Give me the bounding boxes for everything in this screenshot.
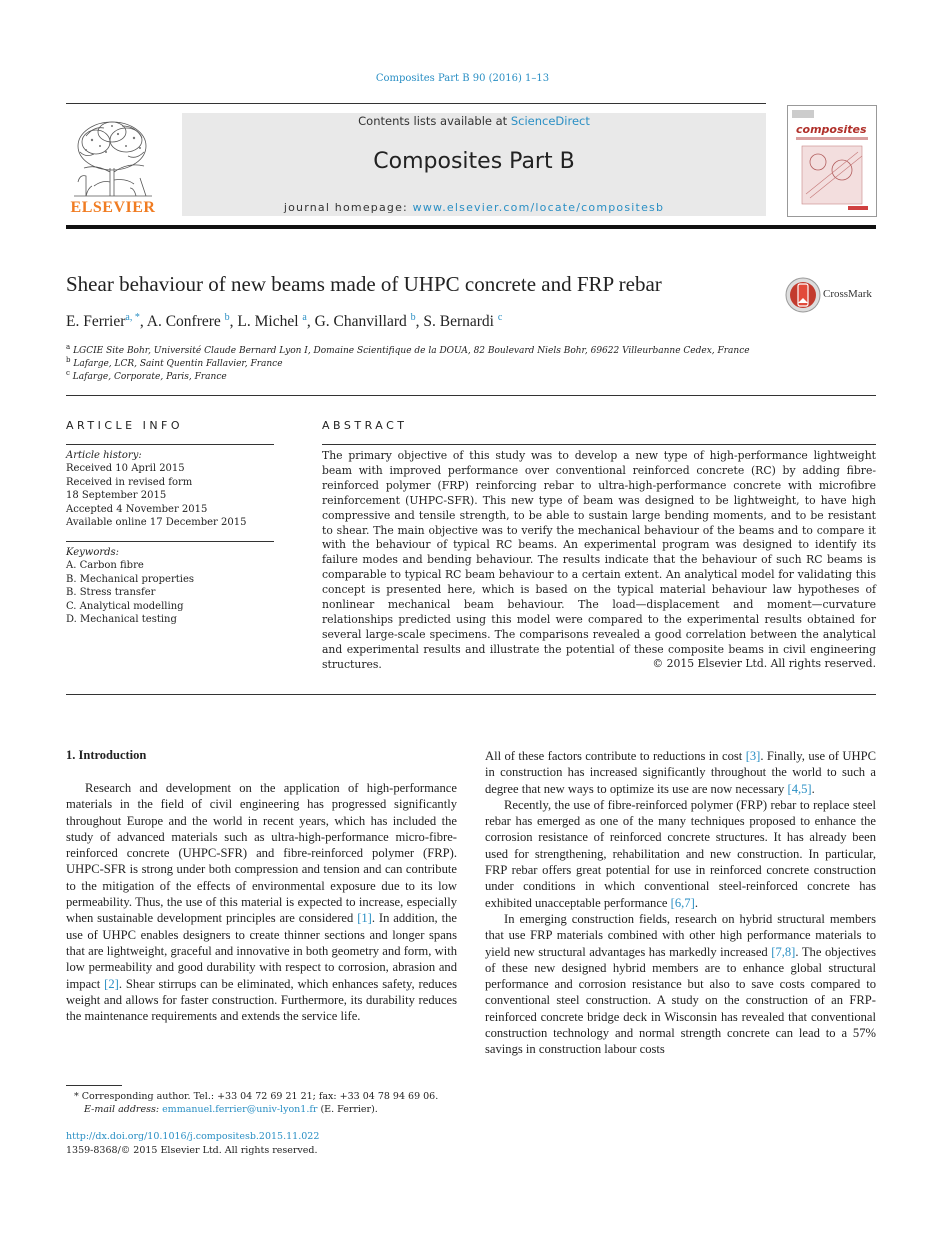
header-thick-rule xyxy=(66,225,876,229)
keyword-item: D. Mechanical testing xyxy=(66,614,177,626)
article-history xyxy=(66,449,274,529)
affiliation xyxy=(66,369,227,382)
body-paragraph xyxy=(485,748,876,797)
section-rule xyxy=(66,395,876,396)
author-affil-mark[interactable]: a, * xyxy=(125,312,140,323)
author-name[interactable]: L. Michel xyxy=(237,313,299,331)
corresponding-author-note: * Corresponding author. Tel.: +33 04 72 69 21 21; fax: +33 04 78 94 69 06. xyxy=(74,1091,439,1102)
history-item: Available online 17 December 2015 xyxy=(66,517,247,529)
header-rule xyxy=(66,103,766,104)
paragraph-text: . In addition, the use of UHPC enables designers to create thinner sections and longer spans that are lightweight, graceful and innovative in both geometry and form, with low permeability and good durability with respect to corrosion, abrasion and impact xyxy=(66,911,457,991)
history-item: Received in revised form xyxy=(66,476,193,488)
affiliation-text: LGCIE Site Bohr, Université Claude Bernard Lyon I, Domaine Scientifique de la DOUA, 82 Boulevard Niels Bohr, 69622 Villeurbanne Cedex, France xyxy=(73,346,750,356)
author-list: E. Ferrier$^{a, *}$, A. Confrere $^b$, L. Michel $^a$, G. Chanvillard $^b$, S. Bernardi $^c$ xyxy=(66,312,503,331)
abstract-rule xyxy=(322,444,876,445)
body-column-left xyxy=(66,780,457,1024)
email-link[interactable]: emmanuel.ferrier@univ-lyon1.fr xyxy=(162,1104,318,1115)
paragraph-text: . The objectives of these new designed hybrid members are to enhance global structural performance and corrosion resistance but also to save costs compared to conventional steel construction. A study on the construction of an FRP-reinforced concrete bridge deck in Wisconsin has revealed that conventional construction technology and normal strength concrete can lead to a 57% savings in construction labour costs xyxy=(485,944,876,1057)
article-title: Shear behaviour of new beams made of UHPC concrete and FRP rebar xyxy=(66,272,662,296)
paragraph-text: Research and development on the application of high-performance materials in the field of civil engineering has progressed significantly throughout Europe and the world in recent years, which has included the study of advanced materials such as ultra-high-performance micro-fibre-reinforced concrete (UHPC-SFR) and fibre-reinforced polymer (FRP). UHPC-SFR is strong under both compression and tension and can contribute to the mitigation of the effects of environmental exposure due to its low permeability. Thus, the use of this material is expected to increase, especially when sustainable development principles are considered xyxy=(66,781,457,926)
sciencedirect-link[interactable]: ScienceDirect xyxy=(510,114,590,128)
citation-link[interactable]: [2] xyxy=(104,976,119,991)
paragraph-text: . xyxy=(811,781,815,796)
citation-link[interactable]: [6,7] xyxy=(670,895,695,910)
affiliation-text: Lafarge, LCR, Saint Quentin Fallavier, France xyxy=(73,359,283,369)
paragraph-text: All of these factors contribute to reductions in cost xyxy=(485,749,746,763)
body-column-right xyxy=(485,748,876,1058)
citation-link[interactable]: [4,5] xyxy=(787,781,812,796)
contents-prefix: Contents lists available at xyxy=(358,114,511,128)
email-line xyxy=(66,1103,466,1116)
citation-link[interactable]: [1] xyxy=(357,911,372,926)
author-name[interactable]: S. Bernardi xyxy=(423,313,494,331)
cover-title: composites xyxy=(796,123,867,136)
body-paragraph xyxy=(485,911,876,1058)
journal-title: Composites Part B xyxy=(373,149,575,174)
body-paragraph xyxy=(66,780,457,1024)
author-affil-mark[interactable]: b xyxy=(410,312,416,323)
author-affil-mark[interactable]: b xyxy=(224,312,230,323)
abstract-copyright: © 2015 Elsevier Ltd. All rights reserved. xyxy=(652,657,876,670)
citation-link[interactable]: [7,8] xyxy=(771,944,796,959)
journal-reference[interactable]: Composites Part B 90 (2016) 1–13 xyxy=(375,73,550,84)
affiliation xyxy=(66,343,750,356)
paragraph-text: In emerging construction fields, research on hybrid structural members that use FRP materials combined with other high performance materials to yield new structural advantages has markedly increased xyxy=(485,911,876,959)
footnote xyxy=(66,1090,466,1116)
affiliation-mark: c xyxy=(66,369,70,377)
email-label: E-mail address: xyxy=(84,1104,163,1115)
homepage-link[interactable]: www.elsevier.com/locate/compositesb xyxy=(412,201,665,214)
issn-line: 1359-8368/© 2015 Elsevier Ltd. All rights reserved. xyxy=(66,1145,318,1156)
keyword-item: B. Stress transfer xyxy=(66,587,156,599)
section-rule xyxy=(66,694,876,695)
doi-link[interactable]: http://dx.doi.org/10.1016/j.compositesb.2015.11.022 xyxy=(66,1131,320,1142)
history-label: Article history: xyxy=(66,450,142,461)
author-name[interactable]: G. Chanvillard xyxy=(314,313,407,331)
paragraph-text: . xyxy=(694,895,698,910)
author-affil-mark[interactable]: a xyxy=(302,312,307,323)
affiliation-mark: b xyxy=(66,356,71,364)
citation-link[interactable]: [3] xyxy=(745,749,761,763)
history-item: Received 10 April 2015 xyxy=(66,463,185,475)
homepage-line xyxy=(182,201,766,214)
keyword-item: C. Analytical modelling xyxy=(66,600,184,612)
history-item: Accepted 4 November 2015 xyxy=(66,503,208,515)
abstract-heading: ABSTRACT xyxy=(322,419,408,432)
crossmark-badge[interactable] xyxy=(785,277,880,313)
info-rule xyxy=(66,541,274,542)
article-info-heading: ARTICLE INFO xyxy=(66,419,184,432)
affiliation xyxy=(66,356,283,369)
email-suffix: (E. Ferrier). xyxy=(317,1104,378,1115)
footnote-rule xyxy=(66,1085,122,1086)
homepage-prefix: journal homepage: xyxy=(283,201,413,214)
crossmark-icon xyxy=(785,277,821,313)
affiliation-text: Lafarge, Corporate, Paris, France xyxy=(72,372,227,382)
author-name[interactable]: E. Ferrier xyxy=(66,313,126,331)
paragraph-text: . Shear stirrups can be eliminated, which enhances safety, reduces weight and allows for faster construction. Furthermore, its durability reduces the maintenance requirements and extends the service life. xyxy=(66,976,457,1024)
history-item: 18 September 2015 xyxy=(66,490,167,502)
abstract-text: The primary objective of this study was to develop a new type of high-performance lightweight beam with improved performance over conventional reinforced concrete (RC) by adding fibre-reinforced polymer (FRP) reinforcing rebar to ultra-high-performance concrete with microfibre reinforcement (UHPC-SFR). This new type of beam was designed to be lightweight, to have high compressive and tensile strength, to be able to sustain large bending moments, and to be resistant to shear. The main objective was to verify the mechanical behaviour of the beams and to compare it with the behaviour of typical RC beams. An experimental program was designed to identify its failure modes and bending behaviour. The results indicate that the behaviour of such RC beams is comparable to typical RC beam behaviour to a certain extent. An analytical model for validating this concept is presented here, which is based on the typical material behaviour law hypotheses of nonlinear mechanical beam behaviour. The load—displacement and moment—curvature relationships predicted using this model were compared to the experimental results obtained for several large-scale specimens. The comparisons revealed a good correlation between the analytical and experimental results and illustrate the potential of these composite beams in civil engineering structures. xyxy=(322,449,876,671)
keyword-item: A. Carbon fibre xyxy=(66,560,144,572)
affiliation-mark: a xyxy=(66,343,71,351)
keywords-label: Keywords: xyxy=(66,547,120,558)
keywords xyxy=(66,546,274,626)
section-heading: 1. Introduction xyxy=(66,748,147,762)
journal-cover-thumbnail[interactable] xyxy=(787,105,877,217)
paragraph-text: Recently, the use of fibre-reinforced polymer (FRP) rebar to replace steel rebar has emerged as one of the many techniques proposed to enhance the corrosion resistance of reinforced concrete structures. It has already been used for strengthening, rehabilitation and new construction. In particular, FRP rebar offers great potential for use in reinforced concrete construction under conditions in which conventional steel-reinforced concrete has exhibited unacceptable performance xyxy=(485,797,876,910)
body-paragraph xyxy=(485,797,876,911)
info-rule xyxy=(66,444,274,445)
crossmark-label: CrossMark xyxy=(823,288,872,300)
paragraph-text: . Finally, use of UHPC in construction has increased significantly throughout the world to such a degree that new ways to optimize its use are now necessary xyxy=(485,749,876,796)
contents-line xyxy=(182,114,766,128)
keyword-item: B. Mechanical properties xyxy=(66,573,195,585)
author-name[interactable]: A. Confrere xyxy=(146,313,221,331)
publisher-name: ELSEVIER xyxy=(70,199,156,216)
author-affil-mark[interactable]: c xyxy=(497,312,503,323)
